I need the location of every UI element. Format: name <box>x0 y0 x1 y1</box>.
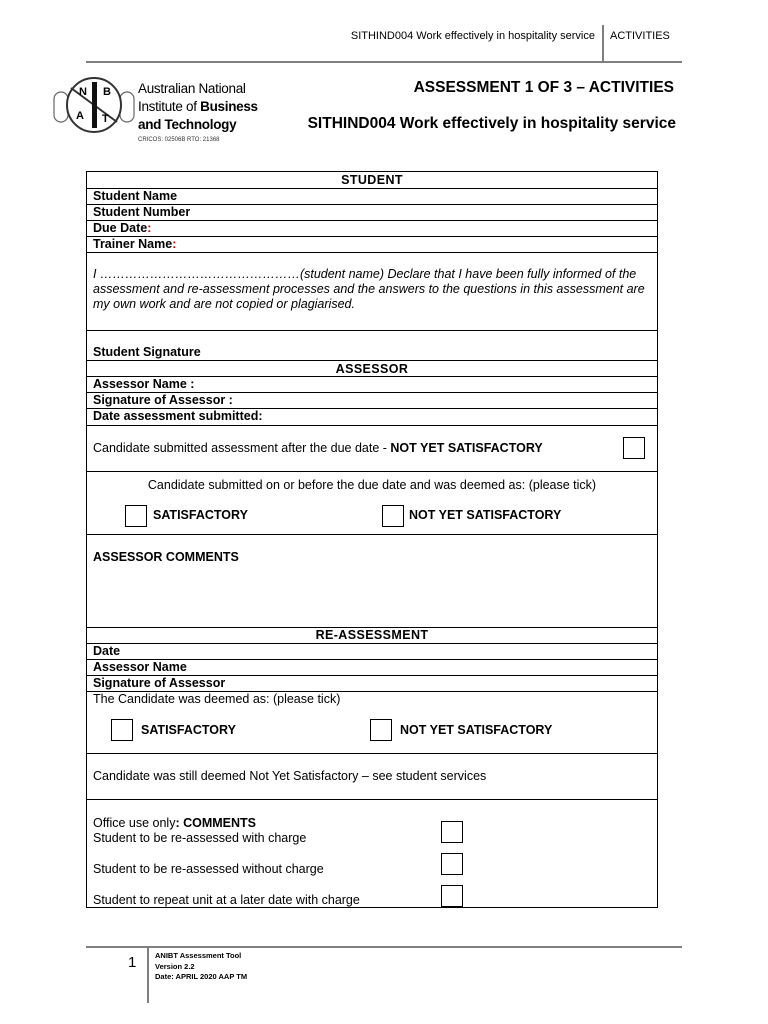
footer-info <box>155 951 247 983</box>
late-submission-row <box>87 426 657 472</box>
institute-name-line3: and Technology <box>138 117 237 132</box>
student-heading-row <box>87 172 657 189</box>
date-submitted-label: Date assessment submitted: <box>93 409 263 423</box>
reassessment-signature-row[interactable] <box>87 676 657 692</box>
ontime-submission-text: Candidate submitted on or before the due date and was deemed as: (please tick) <box>147 478 597 492</box>
footer-divider-vertical <box>147 947 149 1003</box>
footer-version: Version 2.2 <box>155 961 195 971</box>
date-submitted-row[interactable] <box>87 409 657 426</box>
logo-letter-a: A <box>76 110 84 122</box>
reassessment-assessor-label: Assessor Name <box>93 660 187 674</box>
office-use-heading <box>93 816 256 830</box>
institute-name-line2b: Business <box>200 99 258 114</box>
due-date-colon: : <box>147 221 152 235</box>
logo-letter-t: T <box>102 113 109 125</box>
assessor-heading: ASSESSOR <box>335 362 409 376</box>
assessor-name-label: Assessor Name : <box>93 377 195 391</box>
without-charge-checkbox[interactable] <box>441 853 463 875</box>
logo-letter-n: N <box>79 86 87 98</box>
assessor-comments-row[interactable] <box>87 535 657 628</box>
logo-pillar <box>92 82 97 128</box>
reassessment-deemed-text: The Candidate was deemed as: (please tick) <box>93 692 341 706</box>
still-nys-row <box>87 754 657 800</box>
student-signature-row[interactable] <box>87 331 657 361</box>
assessment-cover-form <box>86 171 658 908</box>
logo-scroll-right <box>120 92 134 122</box>
student-signature-label: Student Signature <box>93 345 201 359</box>
institute-name <box>138 80 258 134</box>
reassessment-outcome-row <box>87 692 657 754</box>
late-submission-text <box>93 441 543 455</box>
unit-title: SITHIND004 Work effectively in hospitality service <box>307 115 676 132</box>
assessor-signature-row[interactable] <box>87 393 657 409</box>
assessor-signature-label: Signature of Assessor : <box>93 393 233 407</box>
not-yet-satisfactory-checkbox[interactable] <box>382 505 404 527</box>
reassessment-signature-label: Signature of Assessor <box>93 676 226 690</box>
office-use-row <box>87 800 657 907</box>
satisfactory-label: SATISFACTORY <box>153 508 248 522</box>
institute-codes: CRICOS: 02506B RTO: 21368 <box>138 137 220 143</box>
student-number-row[interactable] <box>87 205 657 221</box>
page-number: 1 <box>128 954 137 971</box>
institute-name-line1: Australian National <box>138 81 246 96</box>
office-option-repeat-unit: Student to repeat unit at a later date with charge <box>93 893 360 907</box>
assessor-name-row[interactable] <box>87 377 657 393</box>
declaration-row <box>87 253 657 331</box>
reassessment-heading-row <box>87 628 657 644</box>
still-nys-text: Candidate was still deemed Not Yet Satisfactory – see student services <box>93 769 487 783</box>
header-section-tag: ACTIVITIES <box>610 30 670 42</box>
office-option-with-charge: Student to be re-assessed with charge <box>93 831 307 845</box>
logo-letter-i: I <box>86 102 89 112</box>
logo-letter-b: B <box>103 86 111 98</box>
trainer-name-row[interactable] <box>87 237 657 253</box>
footer-tool: ANIBT Assessment Tool <box>155 951 242 960</box>
late-nys-checkbox[interactable] <box>623 437 645 459</box>
due-date-text: Due Date <box>93 221 148 235</box>
header-divider-vertical <box>602 25 604 63</box>
institute-logo <box>52 74 136 136</box>
office-use-prefix: Office use only <box>93 816 176 830</box>
footer-divider <box>86 946 682 948</box>
institute-name-line2 <box>138 98 258 116</box>
reassessment-satisfactory-label: SATISFACTORY <box>141 723 236 737</box>
header-divider <box>86 61 682 63</box>
assessment-title: ASSESSMENT 1 OF 3 – ACTIVITIES <box>413 79 674 96</box>
due-date-row[interactable] <box>87 221 657 237</box>
logo-scroll-left <box>54 92 68 122</box>
satisfactory-checkbox[interactable] <box>125 505 147 527</box>
trainer-name-label <box>93 237 176 251</box>
student-name-row[interactable] <box>87 189 657 205</box>
reassessment-assessor-row[interactable] <box>87 660 657 676</box>
student-name-label: Student Name <box>93 189 178 203</box>
footer-date: Date: APRIL 2020 AAP TM <box>155 972 248 981</box>
office-option-without-charge: Student to be re-assessed without charge <box>93 862 324 876</box>
not-yet-satisfactory-label: NOT YET SATISFACTORY <box>409 508 562 522</box>
trainer-name-text: Trainer Name <box>93 237 173 251</box>
late-submission-result: NOT YET SATISFACTORY <box>390 441 543 455</box>
header-course-title: SITHIND004 Work effectively in hospitality service <box>350 30 595 42</box>
assessor-comments-label: ASSESSOR COMMENTS <box>93 550 239 564</box>
reassessment-date-row[interactable] <box>87 644 657 660</box>
assessor-heading-row <box>87 361 657 377</box>
reassessment-date-label: Date <box>93 644 121 658</box>
ontime-submission-row <box>87 472 657 535</box>
due-date-label <box>93 221 151 235</box>
student-heading: STUDENT <box>341 173 403 187</box>
student-number-label: Student Number <box>93 205 191 219</box>
student-declaration: I …………………………………………(student name) Declare that I have been fully informed of the assessment and re-assessment processes and the answers to the questions in this assessment are my own work and are not copied or plagiarised. <box>93 267 645 311</box>
reassessment-nys-label: NOT YET SATISFACTORY <box>400 723 553 737</box>
institute-name-line2a: Institute of <box>138 99 201 114</box>
reassessment-heading: RE-ASSESSMENT <box>315 628 429 642</box>
reassessment-nys-checkbox[interactable] <box>370 719 392 741</box>
office-use-comments: : COMMENTS <box>175 816 257 830</box>
reassessment-satisfactory-checkbox[interactable] <box>111 719 133 741</box>
trainer-name-colon: : <box>172 237 177 251</box>
with-charge-checkbox[interactable] <box>441 821 463 843</box>
late-submission-description: Candidate submitted assessment after the due date - <box>93 441 391 455</box>
repeat-unit-checkbox[interactable] <box>441 885 463 907</box>
